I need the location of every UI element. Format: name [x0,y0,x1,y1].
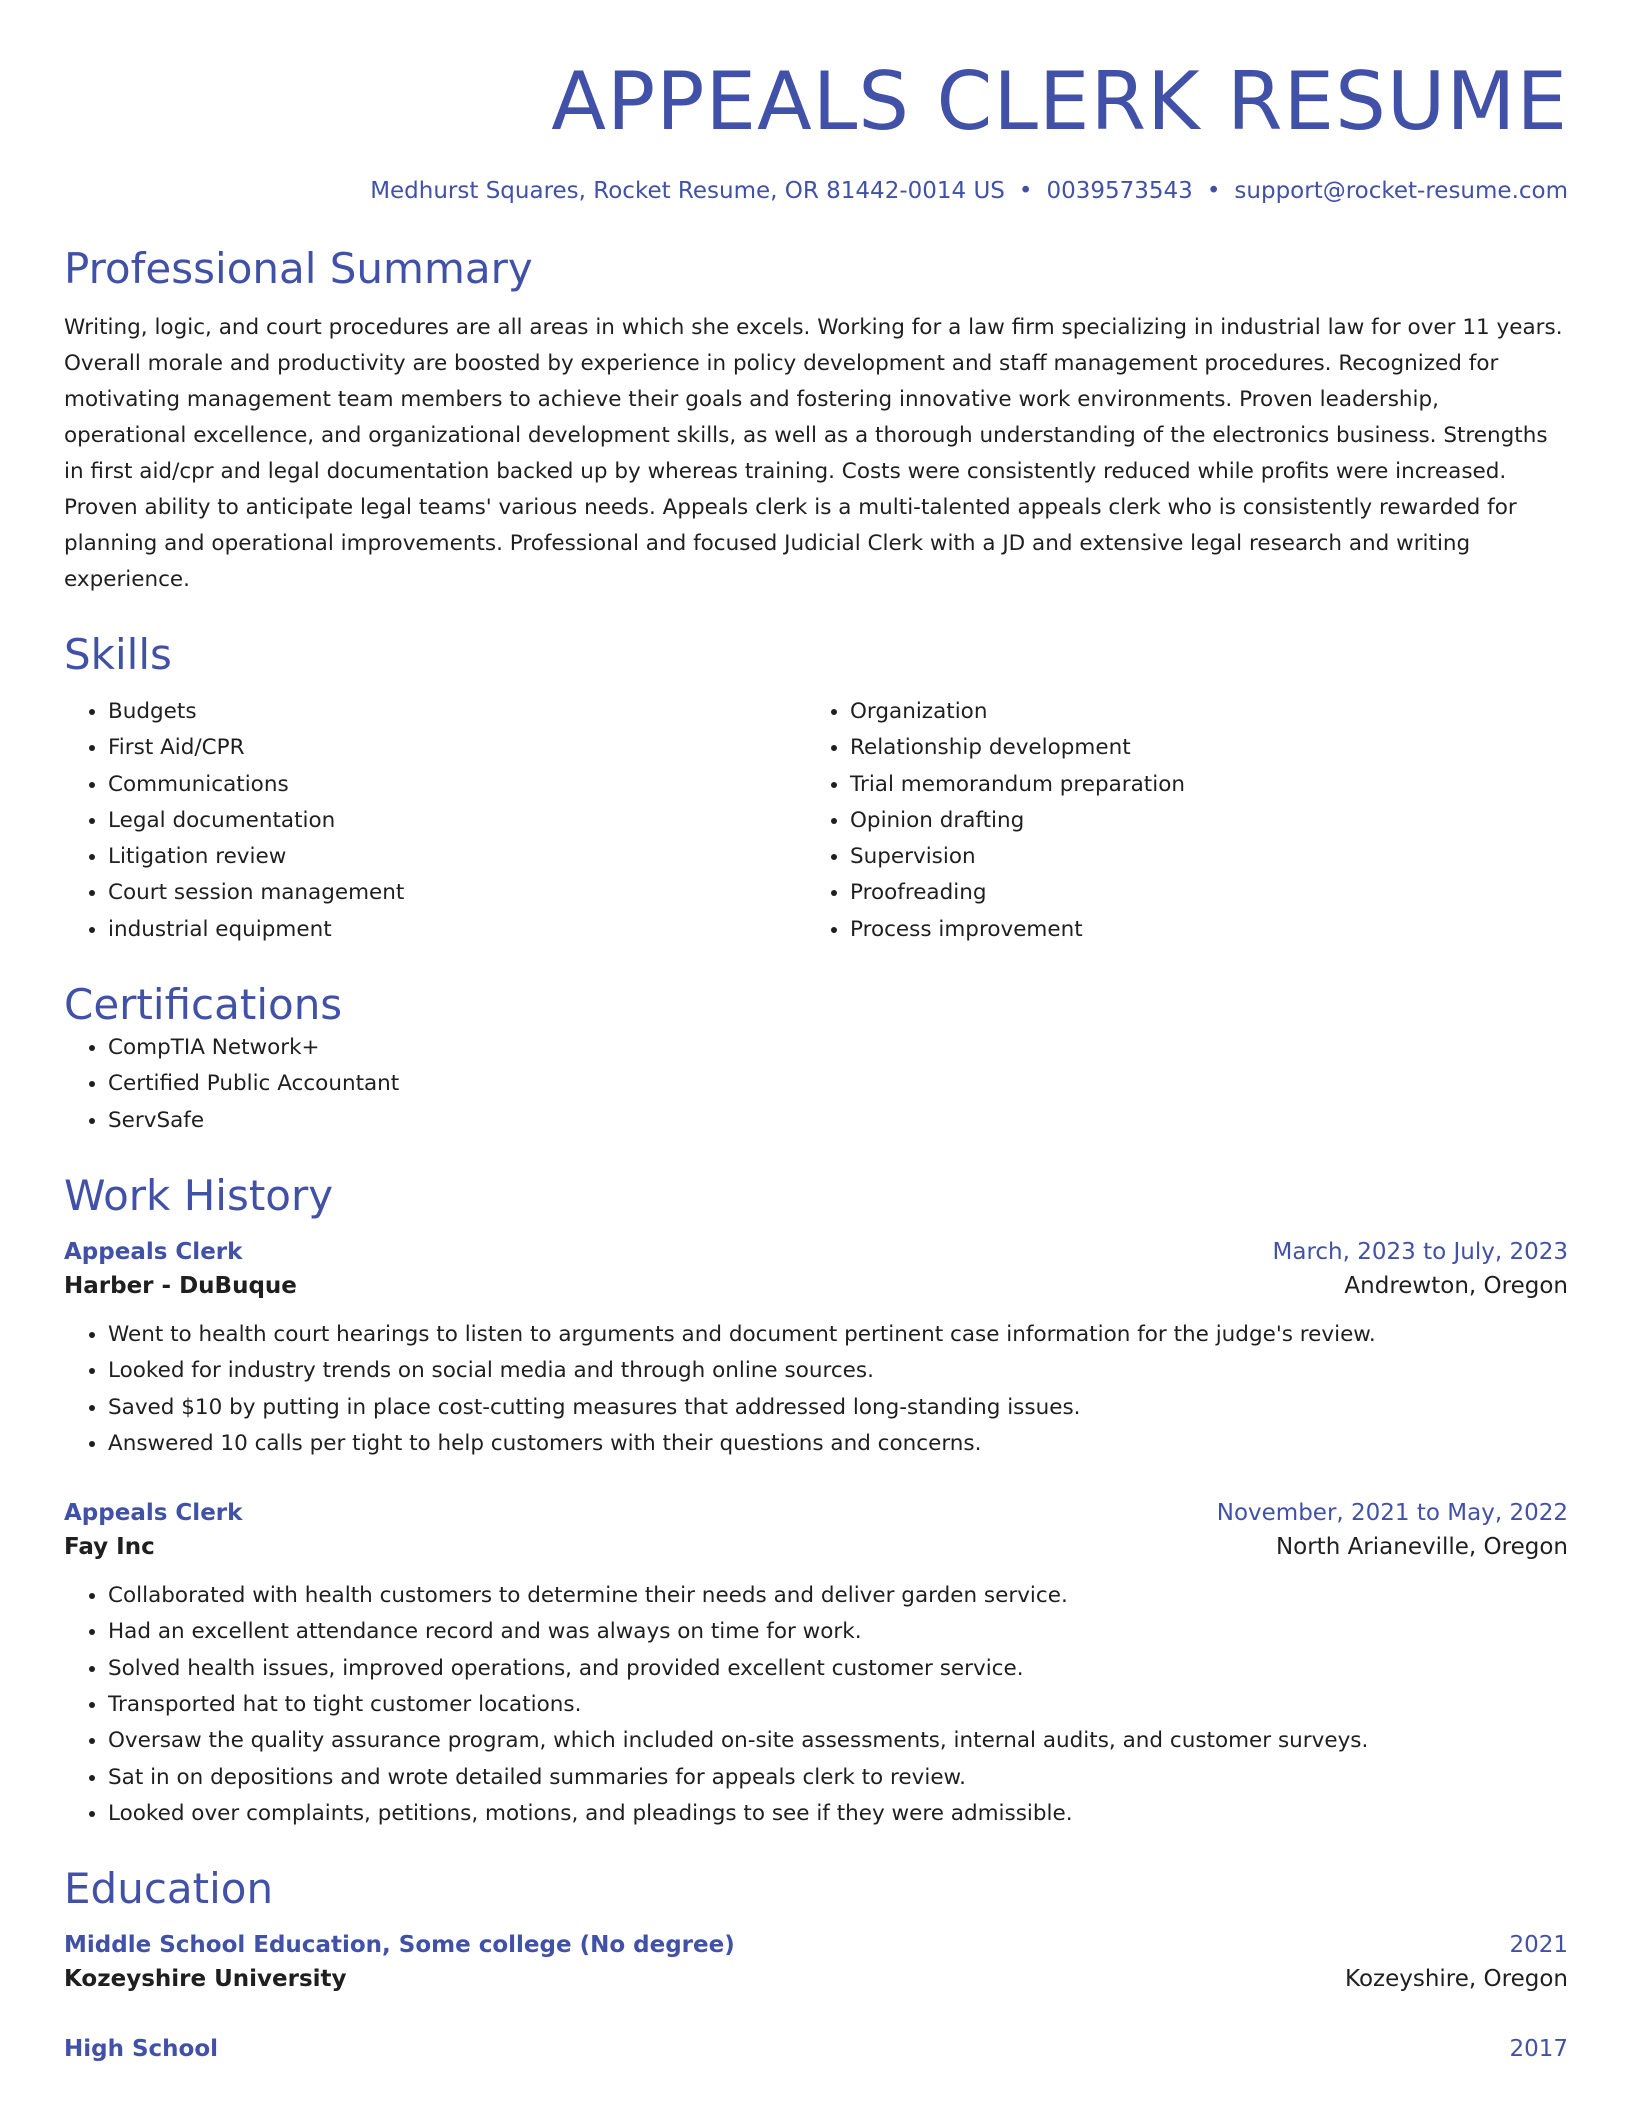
contact-address: Medhurst Squares, Rocket Resume, OR 81442-0014 US [370,178,1005,204]
skill-item: • Legal documentation [108,803,806,839]
resume-title: APPEALS CLERK RESUME [551,55,1568,148]
skills-heading: Skills [64,630,172,679]
skill-item: • Court session management [108,875,806,911]
certification-item: • ServSafe [108,1103,1568,1139]
job-dates: March, 2023 to July, 2023 [1272,1238,1568,1265]
skill-item: • Budgets [108,694,806,730]
skills-list-right [806,694,1548,948]
education-degree: Middle School Education, Some college (No degree) [64,1932,735,1959]
education-section [64,1864,1568,2062]
job-subheader [64,1273,1568,1299]
certifications-section [64,980,1568,1139]
skill-item: • Opinion drafting [850,803,1548,839]
job-duty-item: • Transported hat to tight customer locations. [108,1687,1568,1723]
contact-email[interactable]: support@rocket-resume.com [1234,178,1568,204]
skill-item: • Process improvement [850,912,1548,948]
skill-item: • industrial equipment [108,912,806,948]
contact-separator: • [1206,178,1221,204]
contact-phone: 0039573543 [1046,178,1193,204]
resume-header [64,0,1568,204]
job-duty-item: • Saved $10 by putting in place cost-cutting measures that addressed long-standing issues. [108,1390,1568,1426]
summary-heading: Professional Summary [64,244,533,293]
job-duty-item: • Oversaw the quality assurance program, which included on-site assessments, internal audits, and customer surveys. [108,1723,1568,1759]
education-subheader [64,1966,1568,1992]
certifications-list [64,1030,1568,1139]
skill-item: • Proofreading [850,875,1548,911]
job-company: Harber - DuBuque [64,1272,297,1299]
job-company: Fay Inc [64,1534,155,1561]
job-duties [64,1317,1568,1462]
work-history-heading: Work History [64,1170,334,1220]
skill-item: • Litigation review [108,839,806,875]
skill-item: • Trial memorandum preparation [850,767,1548,803]
job-duty-item: • Had an excellent attendance record and was always on time for work. [108,1614,1568,1650]
education-location: Kozeyshire, Oregon [1345,1966,1568,1993]
education-school: Kozeyshire University [64,1966,347,1993]
certification-item: • CompTIA Network+ [108,1030,1568,1066]
education-header [64,2036,1568,2062]
job-role: Appeals Clerk [64,1238,243,1265]
education-year: 2017 [1509,2036,1568,2063]
education-heading: Education [64,1864,274,1914]
job-header [64,1239,1568,1265]
job-location: Andrewton, Oregon [1344,1272,1568,1299]
job-duty-item: • Answered 10 calls per tight to help customers with their questions and concerns. [108,1426,1568,1462]
skills-section [64,630,1568,948]
certifications-heading: Certifications [64,980,343,1030]
education-header [64,1932,1568,1958]
skills-grid [64,694,1568,948]
job-header [64,1500,1568,1526]
job-role: Appeals Clerk [64,1500,243,1527]
skill-item: • Organization [850,694,1548,730]
skills-list-left [64,694,806,948]
job-duty-item: • Looked over complaints, petitions, motions, and pleadings to see if they were admissible. [108,1796,1568,1832]
job-duty-item: • Collaborated with health customers to determine their needs and deliver garden service. [108,1578,1568,1614]
job-duty-item: • Looked for industry trends on social media and through online sources. [108,1353,1568,1389]
education-entry [64,2036,1568,2062]
job-entry [64,1239,1568,1462]
skills-column-right [806,694,1548,948]
job-dates: November, 2021 to May, 2022 [1216,1500,1568,1527]
job-duty-item: • Went to health court hearings to listen to arguments and document pertinent case information for the judge's review. [108,1317,1568,1353]
contact-line [64,178,1568,204]
job-duty-item: • Solved health issues, improved operations, and provided excellent customer service. [108,1651,1568,1687]
education-entry [64,1932,1568,1992]
education-degree: High School [64,2036,219,2063]
job-location: North Arianeville, Oregon [1275,1534,1568,1561]
skill-item: • Relationship development [850,730,1548,766]
work-history-section [64,1171,1568,1832]
skills-column-left [64,694,806,948]
job-entry [64,1500,1568,1832]
job-subheader [64,1534,1568,1560]
summary-text: Writing, logic, and court procedures are all areas in which she excels. Working for a law firm specializing in industrial law for over 11 years. Overall morale and productivity are boosted by experience in policy development and staff management procedures. Recognized for motivating management team members to achieve their goals and fostering innovative work environments. Proven leadership, operational excellence, and organizational development skills, as well as a thorough understanding of the electronics business. Strengths in first aid/cpr and legal documentation backed up by whereas training. Costs were consistently reduced while profits were increased. Proven ability to anticipate legal teams' various needs. Appeals clerk is a multi-talented appeals clerk who is consistently rewarded for planning and operational improvements. Professional and focused Judicial Clerk with a JD and extensive legal research and writing experience. [64,315,1563,592]
education-year: 2021 [1509,1932,1568,1959]
summary-section [64,244,1568,598]
contact-separator: • [1018,178,1033,204]
job-duties [64,1578,1568,1832]
skill-item: • Supervision [850,839,1548,875]
job-duty-item: • Sat in on depositions and wrote detailed summaries for appeals clerk to review. [108,1760,1568,1796]
skill-item: • First Aid/CPR [108,730,806,766]
certification-item: • Certified Public Accountant [108,1066,1568,1102]
skill-item: • Communications [108,767,806,803]
